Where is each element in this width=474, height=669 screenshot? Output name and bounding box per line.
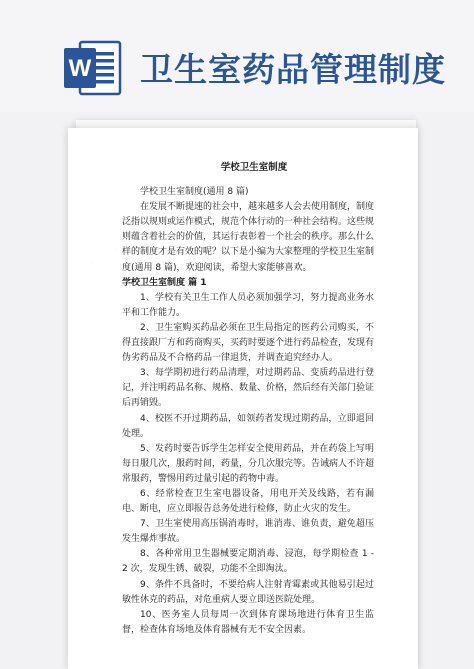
document-body <box>122 160 374 638</box>
document-title: 学校卫生室制度 <box>220 162 288 173</box>
list-item: 3、每学期初进行药品清理，对过期药品、变质药品进行登记，并注明药品名称、规格、数量、价格，然后经有关部门验证后再销毁。 <box>122 368 375 409</box>
watermark: · · · · · · <box>87 239 128 270</box>
list-item: 4、校医不开过期药品，如领药者发现过期药品，立即退回处理。 <box>122 413 374 439</box>
list-item: 2、卫生室购买药品必须在卫生局指定的医药公司购买，不得直接跟厂方和药商购买，买药时要逐个进行药品检查，发现有伪劣药品及不合格药品一律退货，并调查追究经办人。 <box>122 322 375 364</box>
document-subtitle: 学校卫生室制度(通用 8 篇) <box>140 187 249 198</box>
header-banner <box>0 0 474 112</box>
word-icon <box>62 38 122 98</box>
intro-paragraph: 在发展不断提速的社会中，越来越多人会去使用制度，制度泛指以规则或运作模式，规范个体行动的一种社会结构。这些规则蕴含着社会的价值，其运行表彰着一个社会的秩序。那么什么样的制度才是有效的呢？以下是小编为大家整理的学校卫生室制度(通用 8 篇)，欢迎阅读，希望大家能够喜欢。 <box>122 202 375 273</box>
banner-title: 卫生室药品管理制度 <box>140 50 446 89</box>
list-item: 5、发药时要告诉学生怎样安全使用药品，并在药袋上写明每日服几次，服药时间，药量，分几次服完等。告诫病人不许超常服药，警惕用药过量引起的药物中毒。 <box>122 443 375 484</box>
word-icon-letter: W <box>68 55 92 82</box>
list-item: 9、条件不具备时，不要给病人注射青霉素或其他易引起过敏性休克的药品，对危重病人要立即送医院处理。 <box>122 579 374 605</box>
list-item: 6、经常检查卫生室电器设备，用电开关及线路，若有漏电、断电，应立即报告总务处进行检修，防止火灾的发生。 <box>122 488 374 515</box>
list-item: 10、医务室人员每周一次到体育课场地进行体育卫生监督，检查体育场地及体育器械有无不安全因素。 <box>122 609 374 635</box>
list-item: 1、学校有关卫生工作人员必须加强学习，努力提高业务水平和工作能力。 <box>122 292 374 318</box>
document-page <box>68 128 418 669</box>
list-item: 7、卫生室使用高压锅消毒时，谁消毒、谁负责，避免超压发生爆炸事故。 <box>122 519 374 545</box>
section-heading: 学校卫生室制度 篇 1 <box>122 277 207 288</box>
list-item: 8、各种常用卫生器械要定期消毒、浸泡，每学期检查 1 - 2 次，发现生锈、破裂，功能不全即淘汰。 <box>122 549 374 575</box>
